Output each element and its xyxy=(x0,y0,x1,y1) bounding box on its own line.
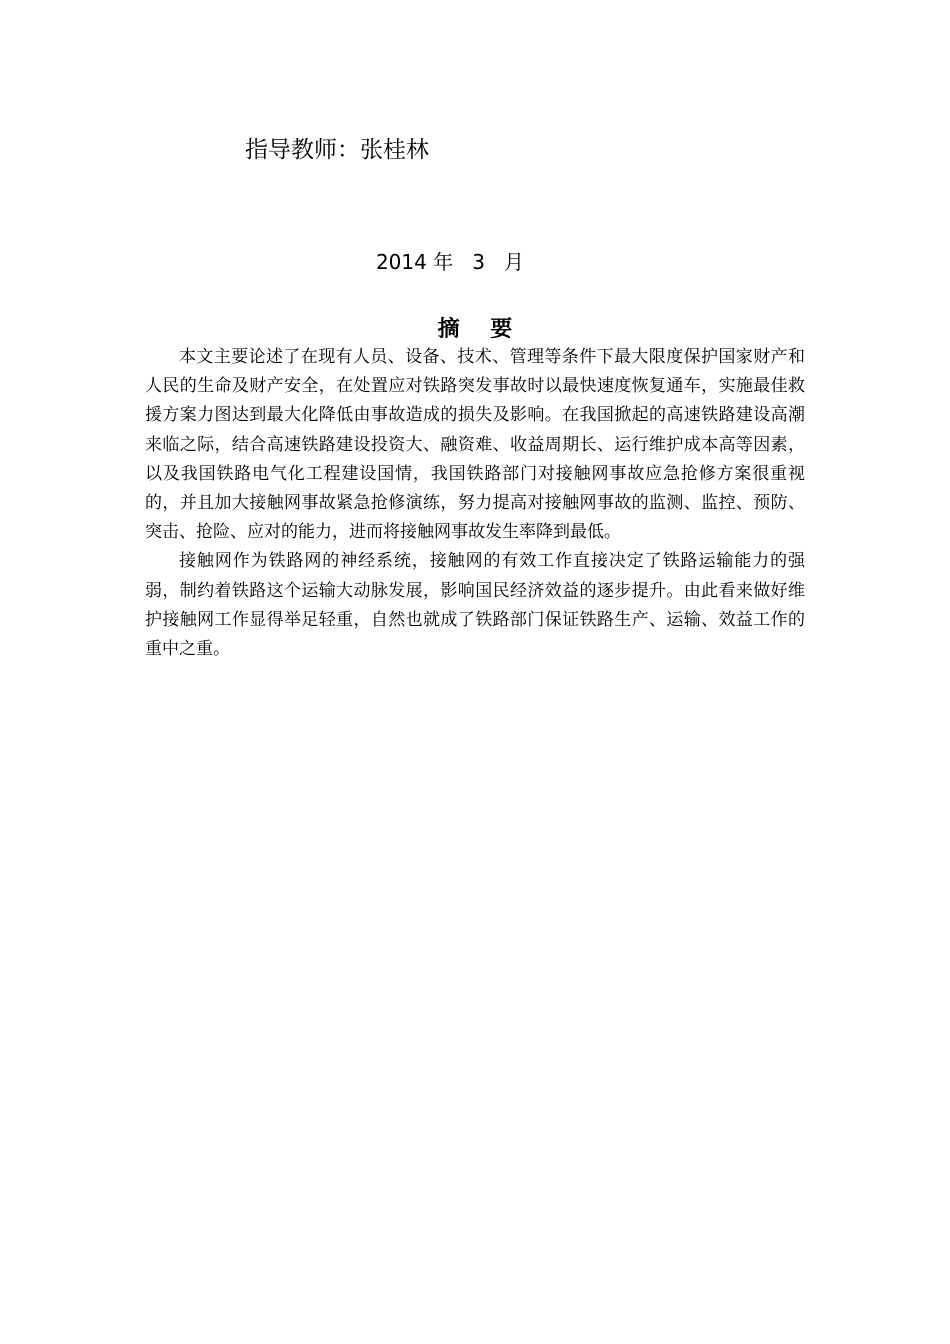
abstract-paragraph: 本文主要论述了在现有人员、设备、技术、管理等条件下最大限度保护国家财产和人民的生命及财产安全，在处置应对铁路突发事故时以最快速度恢复通车，实施最佳救援方案力图达到最大化降低由事故造成的损失及影响。在我国掀起的高速铁路建设高潮来临之际，结合高速铁路建设投资大、融资难、收益周期长、运行维护成本高等因素，以及我国铁路电气化工程建设国情，我国铁路部门对接触网事故应急抢修方案很重视的，并且加大接触网事故紧急抢修演练，努力提高对接触网事故的监测、监控、预防、突击、抢险、应对的能力，进而将接触网事故发生率降到最低。 xyxy=(145,347,805,543)
abstract-body xyxy=(145,343,805,664)
abstract-paragraph: 接触网作为铁路网的神经系统，接触网的有效工作直接决定了铁路运输能力的强弱，制约着铁路这个运输大动脉发展，影响国民经济效益的逐步提升。由此看来做好维护接触网工作显得举足轻重，自然也就成了铁路部门保证铁路生产、运输、效益工作的重中之重。 xyxy=(145,551,805,660)
abstract-heading: 摘 要 xyxy=(437,317,513,342)
thesis-date: 2014 年 3 月 xyxy=(375,250,525,274)
advisor-line: 指导教师：张桂林 xyxy=(245,137,429,163)
